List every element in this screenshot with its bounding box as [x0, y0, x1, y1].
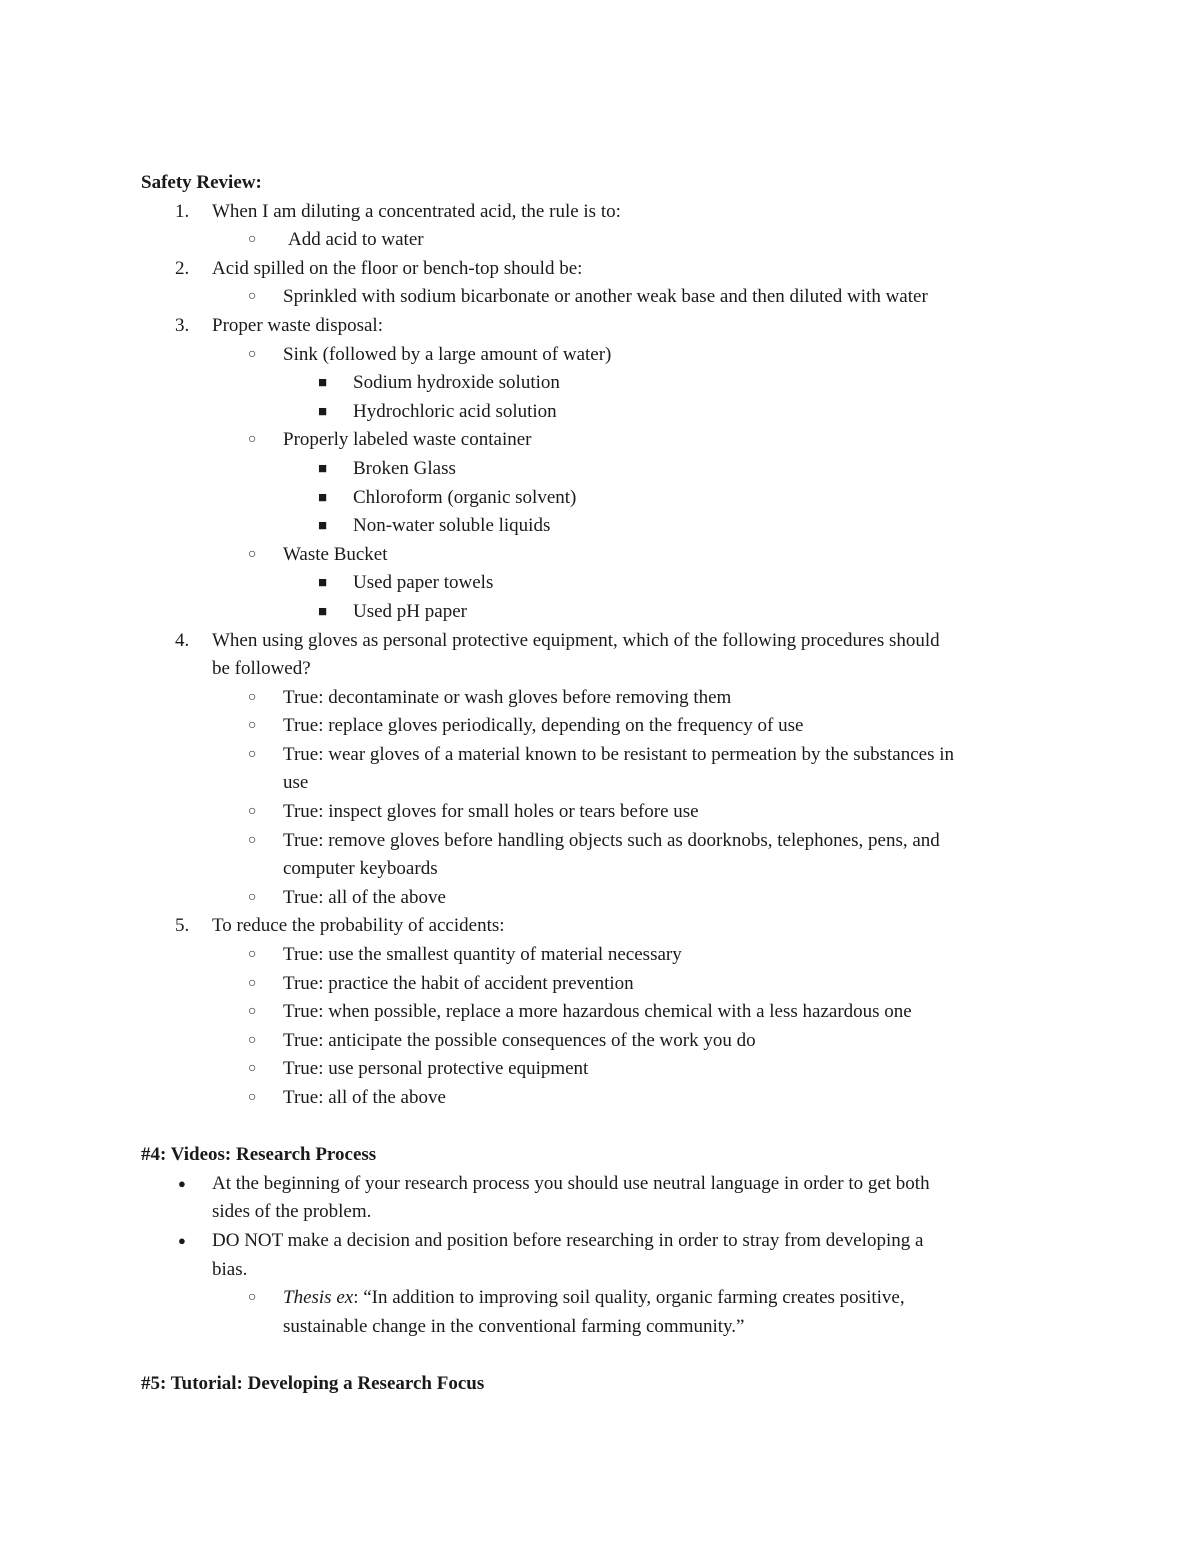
square-bullet-icon: ■	[318, 603, 328, 620]
disc-bullet-icon: ●	[178, 1232, 186, 1248]
sub-item	[0, 598, 1200, 627]
answer-text: True: use the smallest quantity of material necessary	[283, 944, 682, 966]
answer-text: True: all of the above	[283, 886, 446, 908]
answer-text: Waste Bucket	[283, 543, 388, 565]
answer-text: use	[283, 772, 309, 794]
circle-bullet-icon: ○	[248, 947, 257, 963]
question-text: To reduce the probability of accidents:	[212, 915, 505, 937]
sub-item	[0, 512, 1200, 541]
answer-item	[0, 541, 1200, 570]
sub-item-text: Sodium hydroxide solution	[353, 372, 560, 394]
circle-bullet-icon: ○	[248, 975, 257, 991]
section-spacer	[0, 1341, 1200, 1370]
bullet-item	[0, 1227, 1200, 1256]
answer-item	[0, 970, 1200, 999]
answer-item	[0, 941, 1200, 970]
answer-item	[0, 741, 1200, 770]
answer-item	[0, 226, 1200, 255]
sub-item-text: Broken Glass	[353, 457, 456, 479]
question-text: be followed?	[212, 658, 311, 680]
sub-item-text: Hydrochloric acid solution	[353, 400, 557, 422]
answer-text: True: all of the above	[283, 1087, 446, 1108]
sub-item-text: Used paper towels	[353, 572, 494, 594]
answer-item	[0, 884, 1200, 913]
square-bullet-icon: ■	[318, 460, 328, 477]
tutorial-heading: #5: Tutorial: Developing a Research Focus	[141, 1372, 485, 1394]
circle-bullet-icon: ○	[248, 718, 257, 734]
answer-item	[0, 1084, 1200, 1113]
question-5	[0, 912, 1200, 941]
bullet-item	[0, 1170, 1200, 1199]
list-number: 1.	[175, 200, 190, 222]
bullet-continuation	[0, 1198, 1200, 1227]
question-2	[0, 255, 1200, 284]
answer-continuation	[0, 855, 1200, 884]
answer-text: True: practice the habit of accident prevention	[283, 972, 634, 994]
sub-item	[0, 398, 1200, 427]
square-bullet-icon: ■	[318, 518, 328, 535]
square-bullet-icon: ■	[318, 489, 328, 506]
list-number: 3.	[175, 314, 190, 336]
answer-text: True: anticipate the possible consequences of the work you do	[283, 1029, 756, 1051]
answer-text: Add acid to water	[288, 229, 424, 251]
question-3	[0, 312, 1200, 341]
circle-bullet-icon: ○	[248, 689, 257, 705]
bullet-continuation	[0, 1256, 1200, 1285]
question-text: Acid spilled on the floor or bench-top should be:	[212, 257, 583, 279]
question-1	[0, 198, 1200, 227]
question-text: Proper waste disposal:	[212, 314, 383, 336]
bullet-text: DO NOT make a decision and position before researching in order to stray from developing a	[212, 1229, 924, 1251]
answer-item	[0, 283, 1200, 312]
circle-bullet-icon: ○	[248, 1061, 257, 1077]
answer-text: Sink (followed by a large amount of water)	[283, 343, 612, 365]
thesis-quote: : “In addition to improving soil quality, organic farming creates positive,	[353, 1287, 905, 1309]
circle-bullet-icon: ○	[248, 1090, 257, 1105]
question-continuation	[0, 655, 1200, 684]
answer-text: True: replace gloves periodically, depending on the frequency of use	[283, 715, 804, 737]
question-4	[0, 627, 1200, 656]
list-number: 4.	[175, 629, 190, 651]
answer-item	[0, 684, 1200, 713]
answer-item	[0, 1027, 1200, 1056]
answer-text: True: wear gloves of a material known to be resistant to permeation by the substances in	[283, 743, 954, 765]
answer-continuation	[0, 769, 1200, 798]
section-spacer	[0, 1113, 1200, 1142]
circle-bullet-icon: ○	[248, 889, 257, 905]
circle-bullet-icon: ○	[248, 1032, 257, 1048]
answer-item	[0, 798, 1200, 827]
circle-bullet-icon: ○	[248, 832, 257, 848]
thesis-quote: sustainable change in the conventional farming community.”	[283, 1315, 745, 1337]
answer-text: True: use personal protective equipment	[283, 1058, 589, 1080]
disc-bullet-icon: ●	[178, 1175, 186, 1191]
videos-heading: #4: Videos: Research Process	[141, 1144, 377, 1166]
sub-item-text: Chloroform (organic solvent)	[353, 486, 577, 508]
thesis-continuation	[0, 1313, 1200, 1342]
answer-text: Properly labeled waste container	[283, 429, 532, 451]
answer-text: True: decontaminate or wash gloves before removing them	[283, 686, 732, 708]
square-bullet-icon: ■	[318, 403, 328, 420]
bullet-text: sides of the problem.	[212, 1201, 372, 1223]
answer-item	[0, 426, 1200, 455]
sub-item-text: Used pH paper	[353, 600, 467, 622]
sub-item	[0, 484, 1200, 513]
thesis-text	[283, 1284, 905, 1313]
answer-text: True: remove gloves before handling objects such as doorknobs, telephones, pens, and	[283, 829, 940, 851]
answer-item	[0, 712, 1200, 741]
circle-bullet-icon: ○	[248, 1004, 257, 1020]
thesis-example	[0, 1284, 1200, 1313]
circle-bullet-icon: ○	[248, 804, 257, 820]
answer-item	[0, 1055, 1200, 1084]
circle-bullet-icon: ○	[248, 546, 257, 562]
answer-text: Sprinkled with sodium bicarbonate or another weak base and then diluted with water	[283, 286, 928, 308]
circle-bullet-icon: ○	[248, 432, 257, 448]
answer-text: computer keyboards	[283, 858, 438, 880]
sub-item-text: Non-water soluble liquids	[353, 515, 551, 537]
square-bullet-icon: ■	[318, 575, 328, 592]
sub-item	[0, 569, 1200, 598]
circle-bullet-icon: ○	[248, 1290, 257, 1306]
sub-item	[0, 455, 1200, 484]
answer-item	[0, 827, 1200, 856]
question-text: When using gloves as personal protective equipment, which of the following procedures should	[212, 629, 940, 651]
circle-bullet-icon: ○	[248, 346, 257, 362]
answer-text: True: inspect gloves for small holes or tears before use	[283, 801, 699, 823]
bullet-text: At the beginning of your research process you should use neutral language in order to get both	[212, 1172, 930, 1194]
answer-item	[0, 341, 1200, 370]
square-bullet-icon: ■	[318, 375, 328, 392]
safety-review-heading: Safety Review:	[141, 172, 262, 193]
list-number: 2.	[175, 257, 190, 279]
sub-item	[0, 369, 1200, 398]
circle-bullet-icon: ○	[248, 232, 257, 248]
circle-bullet-icon: ○	[248, 746, 257, 762]
thesis-label: Thesis ex	[283, 1287, 354, 1309]
bullet-text: bias.	[212, 1258, 248, 1280]
question-text: When I am diluting a concentrated acid, the rule is to:	[212, 200, 621, 222]
answer-text: True: when possible, replace a more hazardous chemical with a less hazardous one	[283, 1001, 912, 1023]
list-number: 5.	[175, 915, 190, 937]
circle-bullet-icon: ○	[248, 289, 257, 305]
document-page	[0, 169, 1200, 1399]
answer-item	[0, 998, 1200, 1027]
